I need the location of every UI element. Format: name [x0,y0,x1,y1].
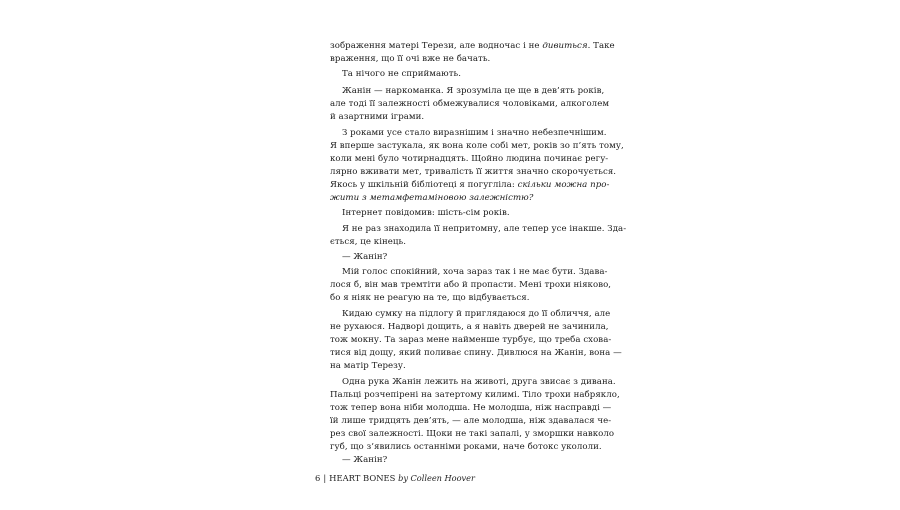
text-line: — Жанін? [342,455,388,465]
text-line: Мій голос спокійний, хоча зараз так і не має бути. Здава- [342,267,608,277]
text-line: ється, це кінець. [330,237,407,247]
running-footer [315,473,475,483]
text-line: тися від дощу, який поливає спину. Дивлюся на Жанін, вона — [330,348,622,358]
text-line: тож тепер вона ніби молодша. Не молодша, ніж насправді — [330,403,612,413]
text-line: Якось у шкільній бібліотеці я погугліла: скільки можна про- [330,180,610,190]
page-number: 6 [315,473,321,483]
text-line: рез свої залежності. Щоки не такі запалі, у зморшки навколо [330,429,615,439]
text-line: коли мені було чотирнадцять. Щойно людина починає регу- [330,154,609,164]
text-line: жити з метамфетаміновою залежністю? [330,193,534,203]
footer-separator: | [323,473,327,483]
text-line: Пальці розчепірені на затертому килимі. Тіло трохи набрякло, [330,390,620,400]
text-line: Я вперше застукала, як вона коле собі мет, років зо п’ять тому, [330,141,624,151]
text-line: Жанін — наркоманка. Я зрозуміла це ще в дев’ять років, [342,86,605,96]
text-line: їй лише тридцять дев’ять, — але молодша, ніж здавалася че- [330,416,612,426]
text-line: лося б, він мав тремтіти або й пропасти. Мені трохи ніяково, [330,280,612,290]
text-line: Та нічого не сприймають. [342,69,462,79]
book-title: HEART BONES [329,473,396,483]
text-line: бо я ніяк не реагую на те, що відбувається. [330,293,530,303]
text-line: зображення матері Терези, але водночас і не дивиться. Таке [330,41,615,51]
text-line: тож мокну. Та зараз мене найменше турбує, що треба схова- [330,335,612,345]
text-line: — Жанін? [342,252,388,262]
text-line: губ, що з’явились останніми роками, наче ботокс укололи. [330,442,602,452]
text-line: З роками усе стало виразнішим і значно небезпечнішим. [342,128,607,138]
text-line: лярно вживати мет, тривалість її життя значно скорочується. [330,167,617,177]
text-line: Я не раз знаходила її непритомну, але тепер усе інакше. Зда- [342,224,627,234]
text-line: Одна рука Жанін лежить на животі, друга звисає з дивана. [342,377,616,387]
text-line: враження, що її очі вже не бачать. [330,54,491,64]
text-line: на матір Терезу. [330,361,406,371]
text-line: Інтернет повідомив: шість-сім років. [342,208,510,218]
text-line: не рухаюся. Надворі дощить, а я навіть дверей не зачинила, [330,322,609,332]
text-line: але тоді її залежності обмежувалися чоловіками, алкоголем [330,99,610,109]
text-line: й азартними іграми. [330,112,425,122]
text-line: Кидаю сумку на підлогу й приглядаюся до її обличчя, але [342,309,611,319]
author-byline: by Colleen Hoover [398,473,475,483]
